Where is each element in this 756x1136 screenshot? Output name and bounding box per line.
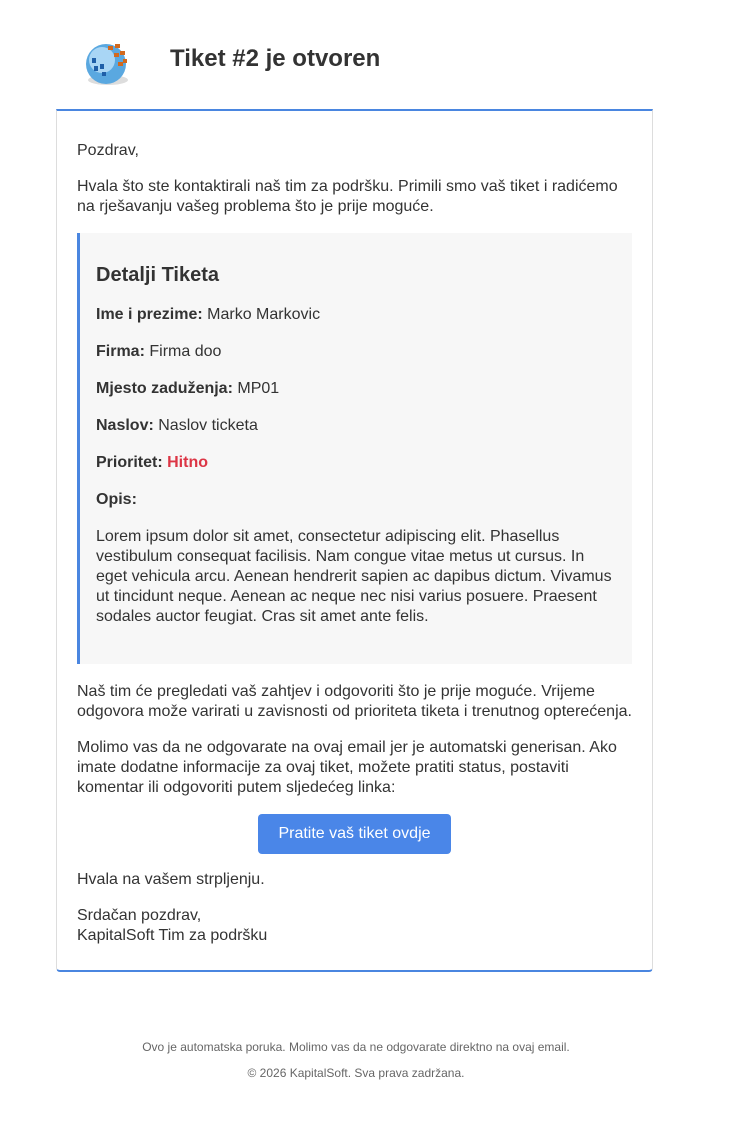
footer-notice: Ovo je automatska poruka. Molimo vas da ne odgovarate direktno na ovaj email. <box>142 1040 570 1054</box>
logo-icon <box>78 38 134 88</box>
greeting: Pozdrav, <box>77 142 139 159</box>
intro-text: Hvala što ste kontaktirali naš tim za podršku. Primili smo vaš tiket i radićemo na rješavanju vašeg problema što je prije moguće. <box>77 178 618 215</box>
description-text: Lorem ipsum dolor sit amet, consectetur adipiscing elit. Phasellus vestibulum consequat facilisis. Nam congue vitae metus ut cursus. In eget vehicula arcu. Aenean hendrerit sapien ac dapibus dictum. Vivamus ut tincidunt neque. Aenean ac neque nec nisi varius posuere. Praesent sodales auctor feugiat. Cras sit amet ante felis. <box>96 528 612 625</box>
field-priority: Prioritet: Hitno <box>96 454 208 471</box>
page-title: Tiket #2 je otvoren <box>170 45 381 72</box>
ticket-details <box>77 233 632 664</box>
regards-text: Srdačan pozdrav, <box>77 907 202 924</box>
signature: KapitalSoft Tim za podršku <box>77 927 268 944</box>
field-company: Firma: Firma doo <box>96 343 222 360</box>
noreply-text: Molimo vas da ne odgovarate na ovaj email jer je automatski generisan. Ako imate dodatne informacije za ovaj tiket, možete pratiti status, postaviti komentar ili odgovoriti putem sljedećeg linka: <box>77 739 617 796</box>
field-subject: Naslov: Naslov ticketa <box>96 417 258 434</box>
review-text: Naš tim će pregledati vaš zahtjev i odgovoriti što je prije moguće. Vrijeme odgovora može varirati u zavisnosti od prioriteta tiketa i trenutnog opterećenja. <box>77 683 632 720</box>
track-ticket-button[interactable]: Pratite vaš tiket ovdje <box>258 814 450 854</box>
priority-badge: Hitno <box>167 454 208 471</box>
thanks-text: Hvala na vašem strpljenju. <box>77 871 265 888</box>
email-card <box>56 109 653 972</box>
email-header <box>56 0 656 110</box>
details-heading: Detalji Tiketa <box>96 264 220 286</box>
field-location: Mjesto zaduženja: MP01 <box>96 380 280 397</box>
field-description-label: Opis: <box>96 491 137 508</box>
footer-copyright: © 2026 KapitalSoft. Sva prava zadržana. <box>247 1066 465 1080</box>
footer <box>56 1040 656 1092</box>
field-name: Ime i prezime: Marko Markovic <box>96 306 321 323</box>
